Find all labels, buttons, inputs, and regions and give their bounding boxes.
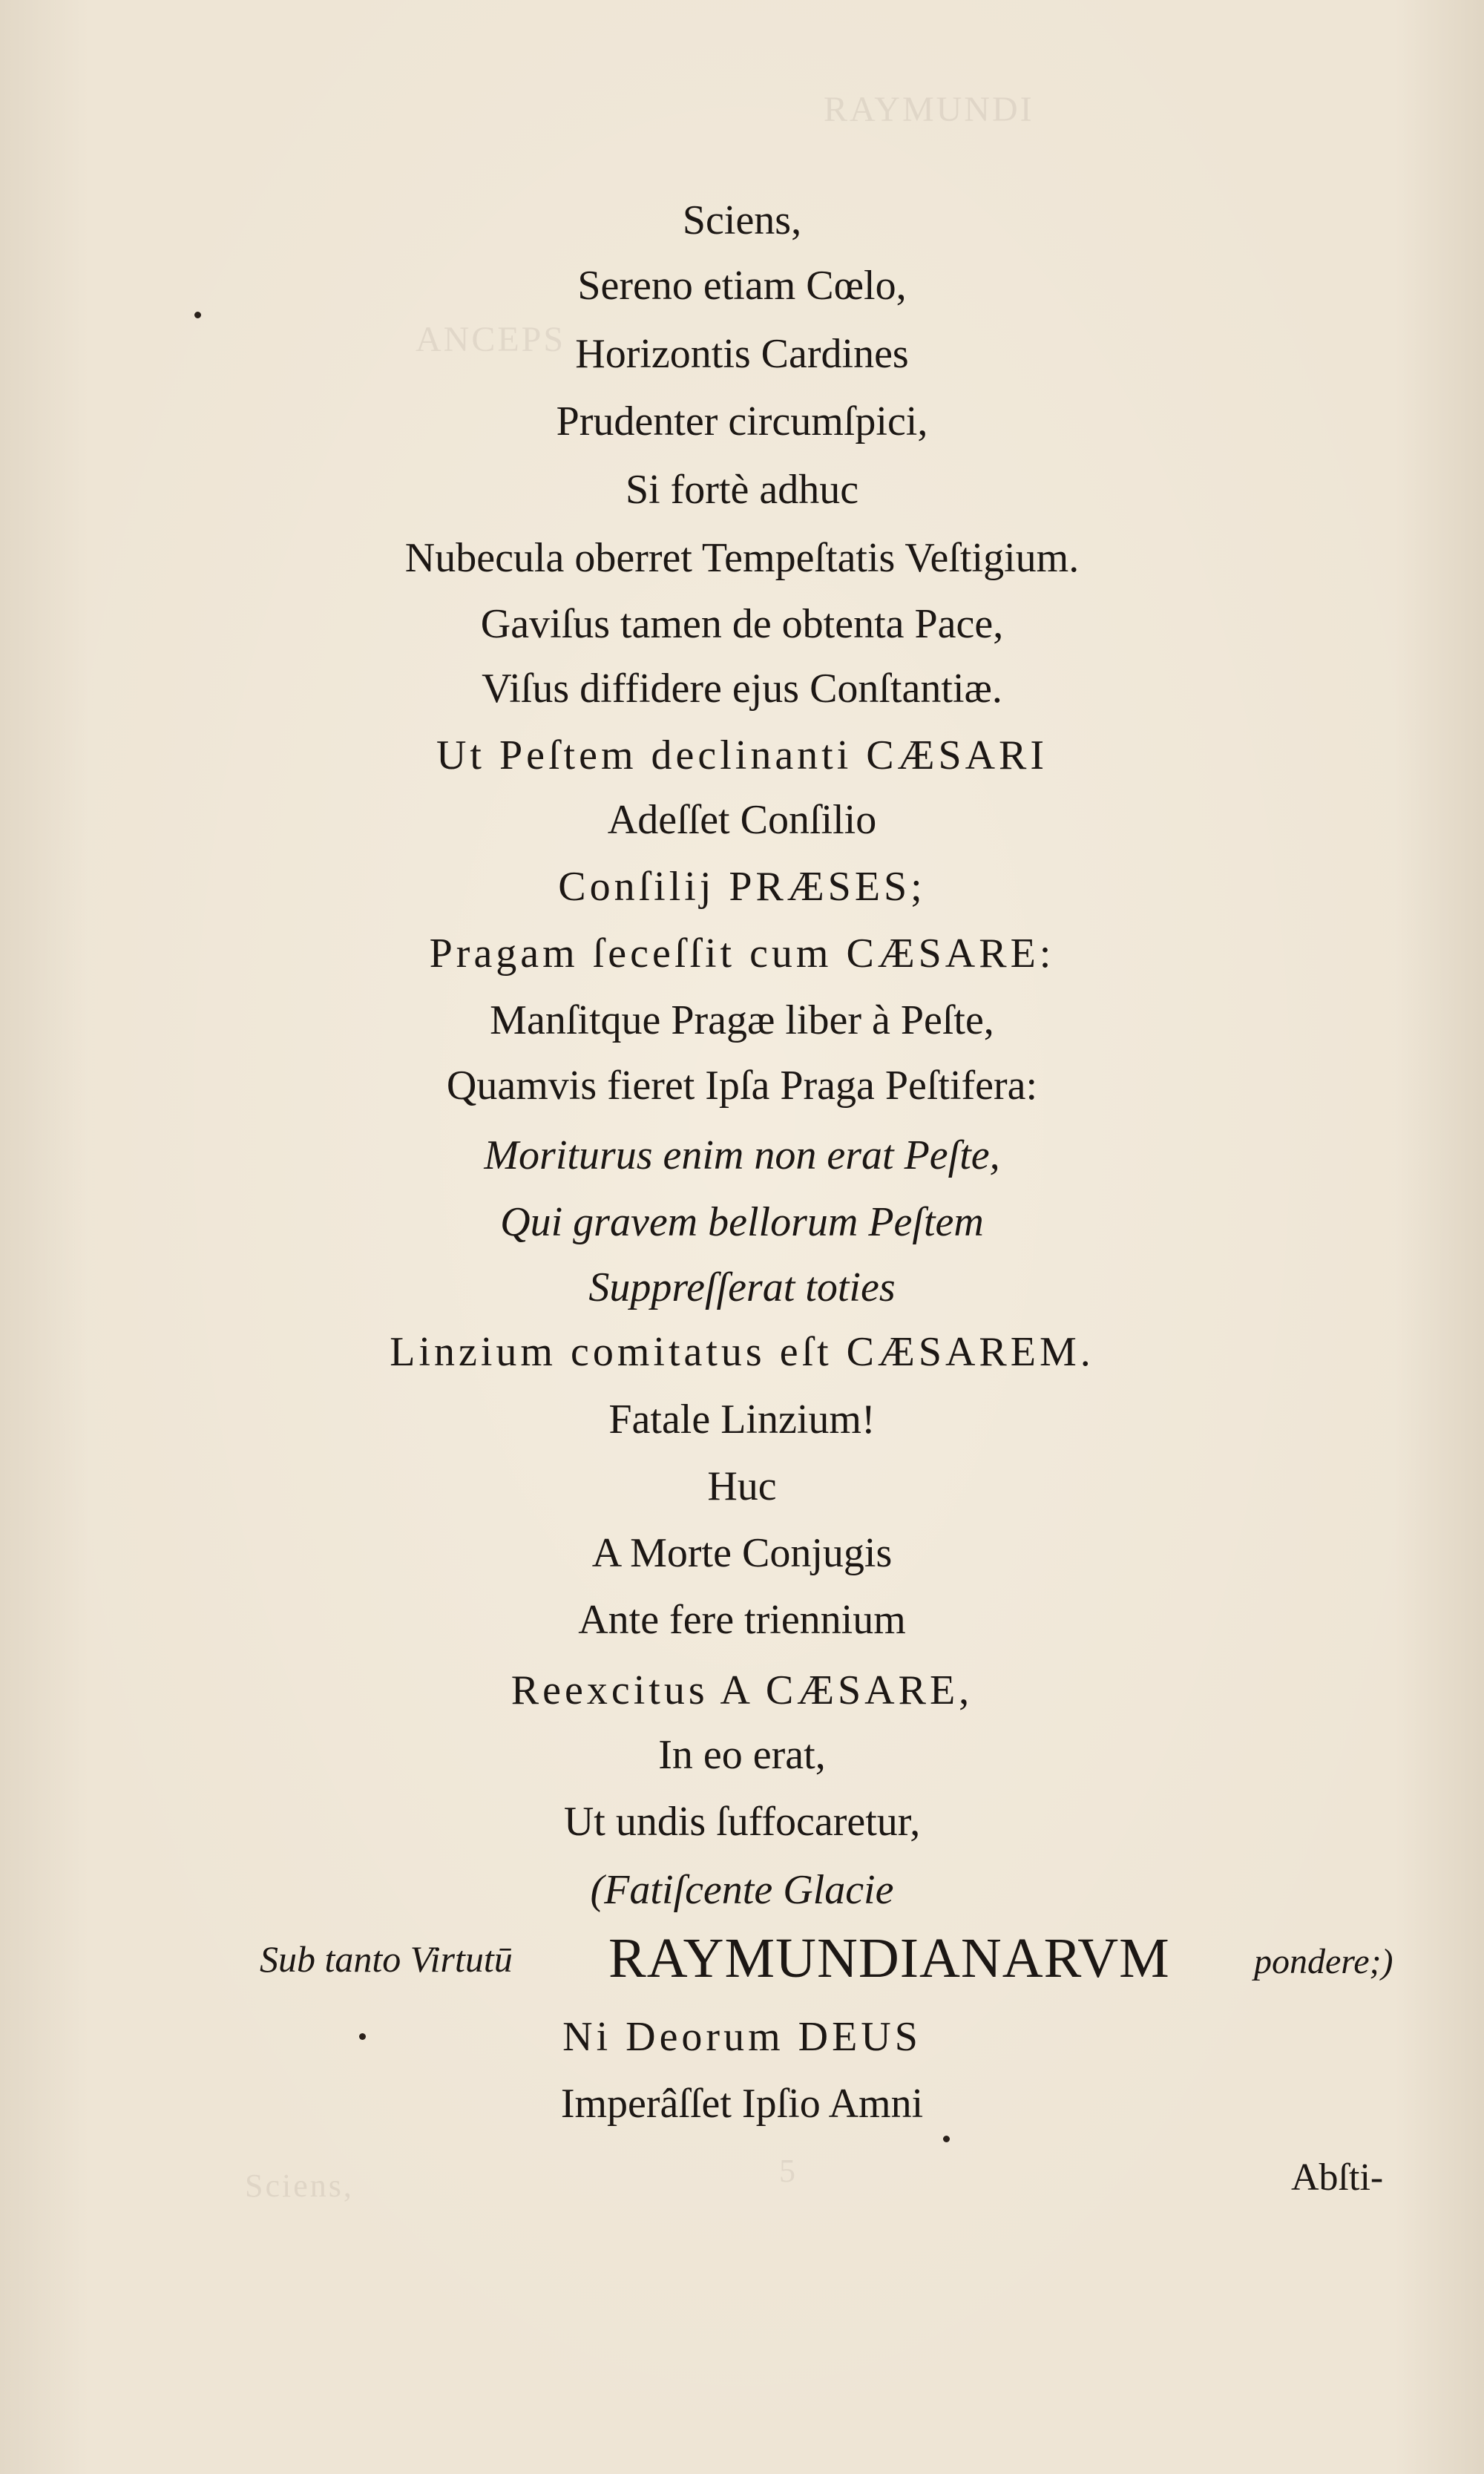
text-line: Sereno etiam Cœlo, bbox=[577, 263, 907, 309]
show-through-heading-1: RAYMUNDI bbox=[824, 90, 1034, 129]
text-line: Viſus diffidere ejus Conſtantiæ. bbox=[482, 666, 1002, 712]
text-line: Imperâſſet Ipſio Amni bbox=[560, 2081, 924, 2127]
text-line: A Morte Conjugis bbox=[591, 1530, 893, 1576]
text-line: Manſitque Pragæ liber à Peſte, bbox=[490, 997, 994, 1043]
show-through-heading-2: ANCEPS bbox=[416, 320, 566, 359]
text-line: Horizontis Cardines bbox=[575, 331, 909, 377]
text-line: Si fortè adhuc bbox=[625, 467, 859, 513]
ink-speck bbox=[943, 2136, 950, 2142]
text-line-italic: Qui gravem bellorum Peſtem bbox=[500, 1199, 984, 1245]
text-line: Huc bbox=[707, 1463, 777, 1509]
text-line: Gaviſus tamen de obtenta Pace, bbox=[480, 601, 1004, 647]
show-through-footer: Sciens, bbox=[245, 2168, 354, 2204]
text-line: In eo erat, bbox=[658, 1732, 826, 1778]
text-line: Ante fere triennium bbox=[578, 1597, 906, 1643]
text-line: Ut undis ſuffocaretur, bbox=[563, 1799, 921, 1845]
ink-speck bbox=[194, 312, 201, 318]
text-line: Reexcitus A CÆSARE, bbox=[510, 1667, 974, 1713]
text-line: Ut Peſtem declinanti CÆSARI bbox=[436, 732, 1048, 778]
text-line: Prudenter circumſpici, bbox=[556, 398, 928, 444]
text-line: Linzium comitatus eſt CÆSAREM. bbox=[390, 1329, 1094, 1375]
text-line-italic: (Fatiſcente Glacie bbox=[590, 1867, 894, 1913]
text-line: Nubecula oberret Tempeſtatis Veſtigium. bbox=[404, 535, 1080, 581]
text-line-italic: Moriturus enim non erat Peſte, bbox=[484, 1132, 1000, 1178]
show-through-page-number: 5 bbox=[779, 2153, 798, 2189]
text-line: Conſilij PRÆSES; bbox=[558, 864, 926, 910]
text-line: Ni Deorum DEUS bbox=[562, 2014, 922, 2060]
emphasis-line-right: pondere;) bbox=[1254, 1942, 1393, 1981]
text-line: Sciens, bbox=[682, 197, 802, 243]
emphasis-line-left: Sub tanto Virtutū bbox=[260, 1938, 513, 1980]
text-line: Fatale Linzium! bbox=[608, 1397, 876, 1443]
text-line: Adeſſet Conſilio bbox=[607, 797, 877, 843]
text-line: Quamvis fieret Ipſa Praga Peſtifera: bbox=[446, 1063, 1038, 1109]
text-line: Pragam ſeceſſit cum CÆSARE: bbox=[429, 931, 1055, 977]
emphasis-line-name: RAYMUNDIANARVM bbox=[608, 1927, 1170, 1989]
text-line-italic: Suppreſſerat toties bbox=[588, 1264, 896, 1310]
emphasis-line bbox=[0, 1929, 1484, 1989]
catchword: Abſti- bbox=[1291, 2156, 1384, 2199]
